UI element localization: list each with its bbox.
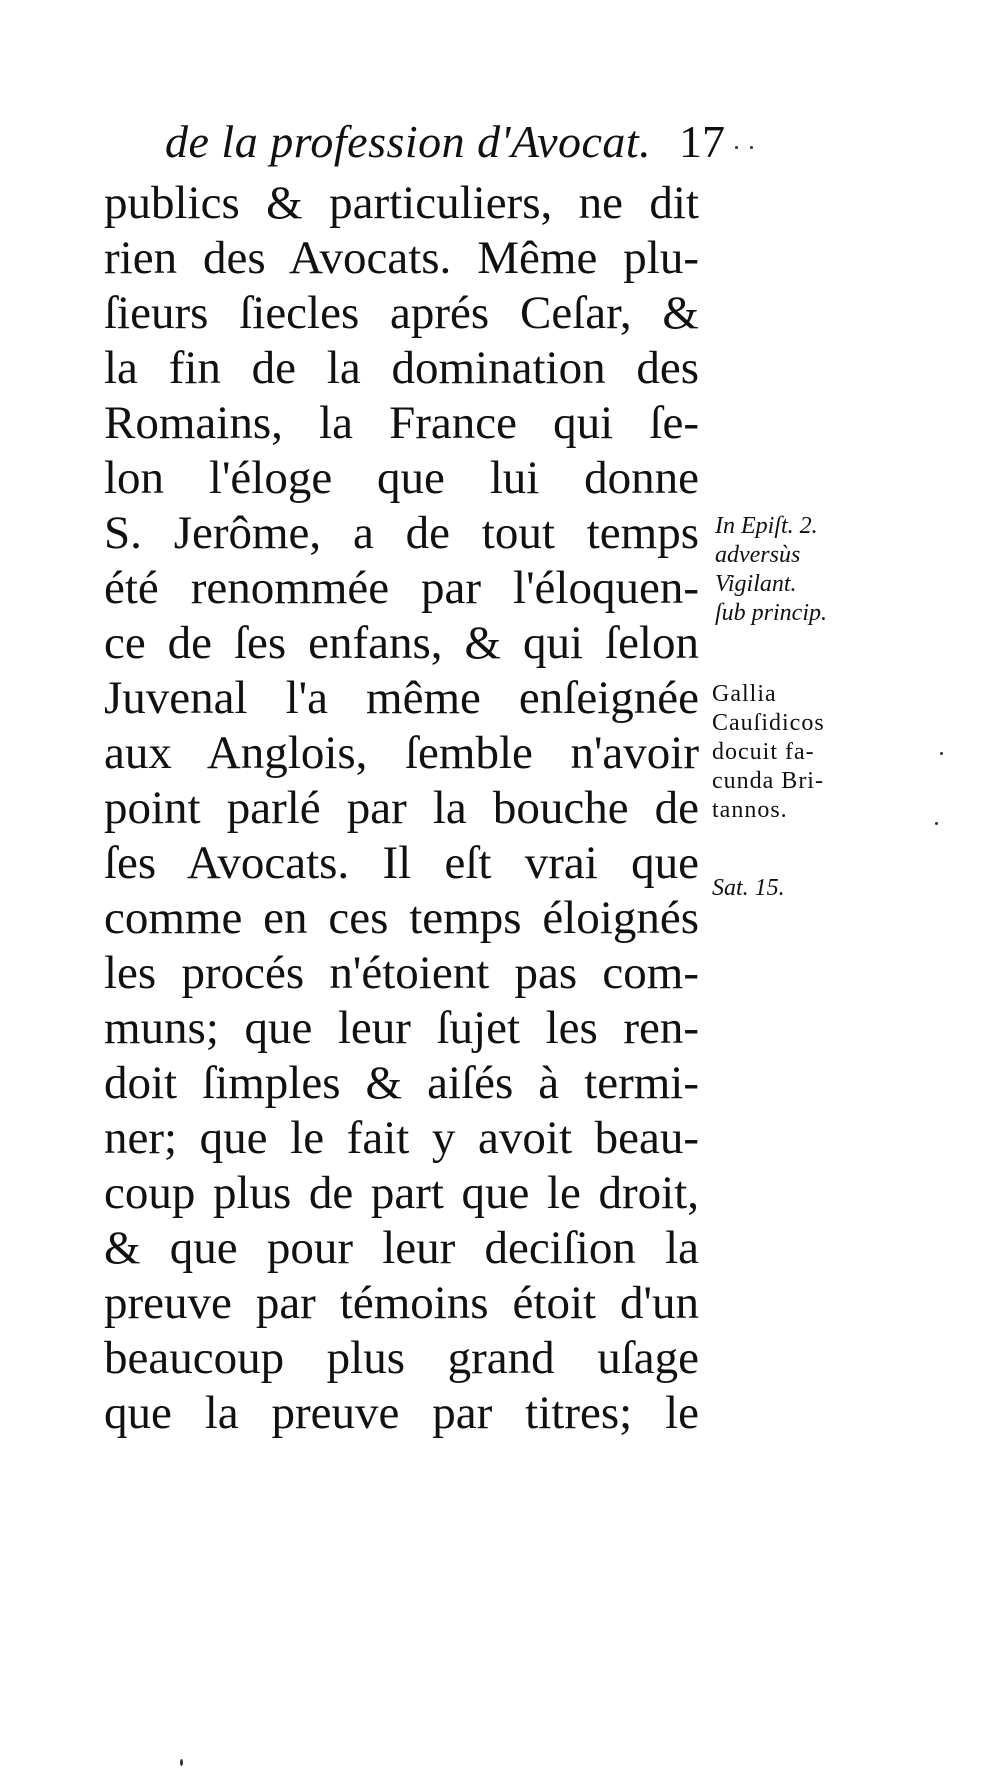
text-line: doit ſimples & aiſés à termi- [104,1057,699,1109]
margin-note-line: Vigilant. [715,571,797,597]
ink-speck [735,146,738,149]
margin-note-line: docuit fa- [712,739,815,765]
running-head-title: de la profession d'Avocat. [165,116,652,167]
margin-note-satire [712,874,785,903]
text-line: la fin de la domination des [104,342,699,394]
text-line: comme en ces temps éloignés [104,892,699,944]
text-line: Romains, la France qui ſe- [104,397,699,449]
text-line: Juvenal l'a même enſeignée [104,672,699,724]
margin-note-line: Gallia [712,681,777,707]
text-line: coup plus de part que le droit, [104,1167,699,1219]
text-line: les procés n'étoient pas com- [104,947,699,999]
text-line: été renommée par l'éloquen- [104,562,699,614]
text-line: beaucoup plus grand uſage [104,1332,699,1384]
text-line: S. Jerôme, a de tout temps [104,507,699,559]
text-line: que la preuve par titres; le [104,1387,699,1439]
text-line: publics & particuliers, ne dit [104,177,699,229]
text-line: & que pour leur deciſion la [104,1222,699,1274]
margin-note-line: adversùs [715,542,801,568]
text-line: aux Anglois, ſemble n'avoir [104,727,699,779]
ink-speck [180,1759,183,1766]
text-line: ſieurs ſiecles aprés Ceſar, & [104,287,699,339]
text-line: point parlé par la bouche de [104,782,699,834]
text-line: ner; que le fait y avoit beau- [104,1112,699,1164]
margin-note-line: Sat. 15. [712,875,785,901]
margin-note-juvenal-quote [712,680,825,825]
running-head [165,112,725,172]
margin-note-line: cunda Bri- [712,768,824,794]
text-line: ce de ſes enfans, & qui ſelon [104,617,699,669]
text-line: muns; que leur ſujet les ren- [104,1002,699,1054]
margin-note-epistle [715,512,827,628]
text-line: ſes Avocats. Il eſt vrai que [104,837,699,889]
margin-note-line: In Epiſt. 2. [715,513,818,539]
text-line: lon l'éloge que lui donne [104,452,699,504]
body-text [104,176,699,1441]
page-number: 17 [679,116,725,167]
text-line: preuve par témoins étoit d'un [104,1277,699,1329]
margin-note-line: tannos. [712,797,788,823]
margin-note-line: Cauſidicos [712,710,825,736]
text-line: rien des Avocats. Même plu- [104,232,699,284]
ink-speck [940,752,943,755]
ink-speck [935,822,938,825]
ink-speck [750,146,753,149]
margin-note-line: ſub princip. [715,600,827,626]
